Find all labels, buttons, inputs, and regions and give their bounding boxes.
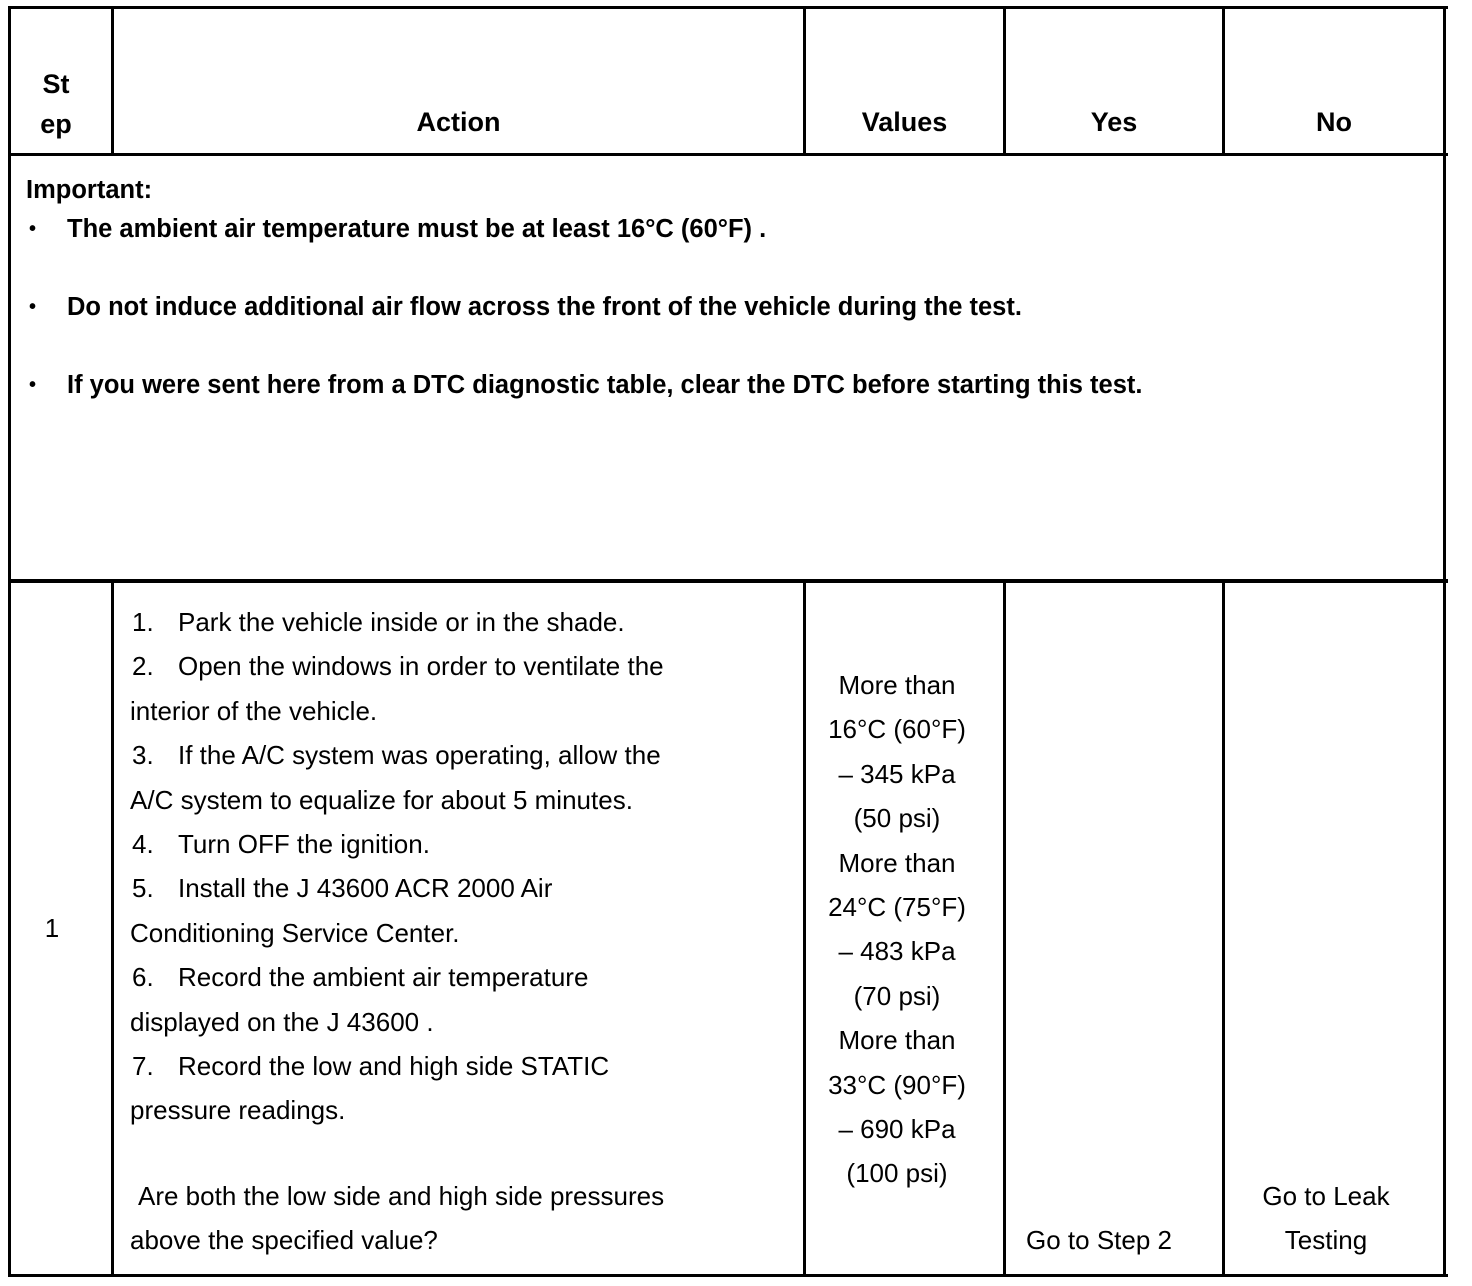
- header-yes: Yes: [1090, 107, 1138, 137]
- value-line: (100 psi): [846, 1158, 948, 1189]
- important-bullet-text: Do not induce additional air flow across the front of the vehicle during the test.: [67, 293, 1022, 321]
- action-item: [130, 822, 770, 866]
- action-item-text: Record the low and high side STATIC: [178, 1051, 610, 1082]
- action-item-text: If the A/C system was operating, allow the: [178, 740, 661, 771]
- bullet-icon: •: [29, 374, 37, 396]
- header-no: No: [1316, 107, 1352, 137]
- table-right-border: [1443, 6, 1446, 1277]
- step-number: 1: [44, 913, 60, 943]
- action-item-text: Park the vehicle inside or in the shade.: [178, 607, 625, 637]
- action-item-continuation: displayed on the J 43600 .: [130, 1006, 434, 1037]
- important-bullet-text: If you were sent here from a DTC diagnostic table, clear the DTC before starting this test.: [67, 371, 1143, 399]
- action-cell: [130, 600, 770, 1263]
- value-line: – 483 kPa: [838, 936, 956, 967]
- action-item-continuation: Conditioning Service Center.: [130, 917, 460, 948]
- action-item-continuation: interior of the vehicle.: [130, 695, 378, 726]
- action-item: [130, 1044, 770, 1133]
- no-cell: [1226, 1174, 1426, 1262]
- action-item-number: 2.: [132, 651, 154, 682]
- important-bullet-text: The ambient air temperature must be at least 16°C (60°F) .: [67, 215, 767, 243]
- table-bottom-border: [8, 1274, 1448, 1277]
- action-item-number: 1.: [132, 607, 154, 637]
- action-item-continuation: A/C system to equalize for about 5 minutes.: [130, 784, 633, 815]
- yes-cell: Go to Step 2: [1026, 1225, 1172, 1255]
- header-bottom-border: [8, 153, 1448, 156]
- action-item: [130, 644, 770, 733]
- value-line: – 690 kPa: [838, 1114, 956, 1145]
- table-left-border: [8, 6, 11, 1277]
- action-item-number: 5.: [132, 873, 154, 904]
- values-cell: [806, 663, 988, 1196]
- table-top-border: [8, 6, 1448, 9]
- action-item-number: 6.: [132, 962, 154, 993]
- action-question: [130, 1174, 770, 1218]
- yes-col-divider-row1: [1222, 579, 1225, 1277]
- no-line: Go to Leak: [1262, 1181, 1390, 1211]
- header-step: [14, 64, 98, 144]
- step-col-divider-row1: [111, 579, 114, 1277]
- value-line: More than: [838, 847, 956, 878]
- important-title: Important:: [26, 176, 153, 204]
- question-line: above the specified value?: [130, 1225, 438, 1256]
- important-bullet: [26, 367, 1142, 403]
- no-line: Testing: [1284, 1225, 1368, 1255]
- important-bullet: [26, 289, 1142, 325]
- action-item-text: Record the ambient air temperature: [178, 962, 589, 993]
- action-item: [130, 733, 770, 822]
- value-line: 16°C (60°F): [828, 714, 966, 745]
- value-line: (70 psi): [853, 980, 941, 1011]
- header-step-line2: ep: [40, 109, 72, 139]
- action-item-text: Open the windows in order to ventilate the: [178, 651, 664, 682]
- value-line: More than: [838, 670, 956, 700]
- action-item-number: 3.: [132, 740, 154, 771]
- important-bullet: [26, 211, 1142, 247]
- value-line: 24°C (75°F): [828, 892, 966, 923]
- action-item-number: 4.: [132, 829, 154, 860]
- action-item: [130, 955, 770, 1044]
- important-bottom-border: [8, 579, 1448, 583]
- header-action: Action: [416, 107, 501, 137]
- header-step-line1: St: [42, 69, 70, 99]
- action-item-text: Turn OFF the ignition.: [178, 829, 430, 860]
- action-item-continuation: pressure readings.: [130, 1095, 346, 1126]
- value-line: 33°C (90°F): [828, 1069, 966, 1100]
- action-item-text: Install the J 43600 ACR 2000 Air: [178, 873, 553, 904]
- action-item: [130, 866, 770, 955]
- bullet-icon: •: [29, 296, 37, 318]
- value-line: – 345 kPa: [838, 758, 956, 789]
- question-line: Are both the low side and high side pressures: [138, 1180, 665, 1211]
- value-line: More than: [838, 1025, 956, 1056]
- action-item: [130, 600, 770, 644]
- value-line: (50 psi): [853, 803, 941, 834]
- values-col-divider-row1: [1003, 579, 1006, 1277]
- action-item-number: 7.: [132, 1051, 154, 1082]
- important-notice: [26, 172, 1142, 403]
- header-values: Values: [861, 107, 948, 137]
- bullet-icon: •: [29, 218, 37, 240]
